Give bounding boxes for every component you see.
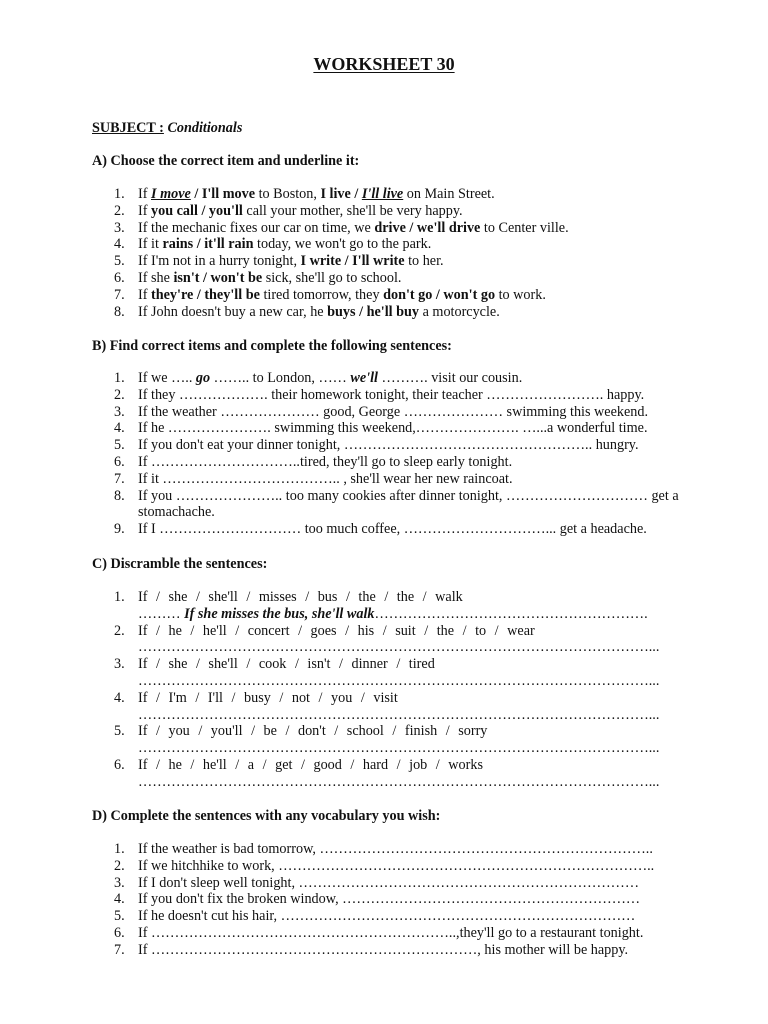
scrambled-words: If / he / he'll / a / get / good / hard / job / works xyxy=(138,756,483,773)
section-b-heading: B) Find correct items and complete the following sentences: xyxy=(92,338,452,354)
list-item: 4. If it rains / it'll rain today, we won't go to the park. xyxy=(114,236,432,253)
answer-line: ………………………………………………………………………………………………... xyxy=(138,639,660,656)
section-c-heading: C) Discramble the sentences: xyxy=(92,556,268,572)
list-item: 5. If he doesn't cut his hair, ………………………………………………………………… xyxy=(114,908,636,925)
answer-line: ………………………………………………………………………………………………... xyxy=(138,672,660,689)
list-item: 1. If / she / she'll / misses / bus / the / the / walk ……… If she misses the bus, she'll walk…………………………………………………. xyxy=(114,589,648,622)
worksheet-title: WORKSHEET 30 xyxy=(313,54,455,74)
section-c-list xyxy=(114,589,704,791)
section-d-list xyxy=(114,841,704,959)
list-item: 6. If / he / he'll / a / get / good / hard / job / works ………………………………………………………………………………………………... xyxy=(114,756,660,790)
subject-line xyxy=(92,120,242,137)
list-item: 1. If the weather is bad tomorrow, …………………………………………………………….. xyxy=(114,841,653,857)
example-answer: If she misses the bus, she'll walk xyxy=(184,605,375,622)
list-item: 9. If I ………………………… too much coffee, …………………………... get a headache. xyxy=(114,521,647,538)
section-a-heading: A) Choose the correct item and underline it: xyxy=(92,153,360,169)
list-item: 4. If / I'm / I'll / busy / not / you / visit ………………………………………………………………………………………………... xyxy=(114,689,660,723)
list-item: 4. If he …………………. swimming this weekend,…………………. …...a wonderful time. xyxy=(114,420,648,437)
answer-line: ………………………………………………………………………………………………... xyxy=(138,706,660,723)
list-item: 5. If you don't eat your dinner tonight, …………………………………………….. hungry. xyxy=(114,437,639,454)
list-item: 8. If John doesn't buy a new car, he buys / he'll buy a motorcycle. xyxy=(114,303,500,320)
subject-value: Conditionals xyxy=(167,120,243,136)
list-item: 7. If ……………………………………………………………, his mother will be happy. xyxy=(114,941,629,958)
scrambled-words: If / she / she'll / cook / isn't / dinner / tired xyxy=(138,656,435,673)
list-item: 6. If she isn't / won't be sick, she'll go to school. xyxy=(114,269,402,286)
underlined-choice: I'll live xyxy=(361,186,404,202)
example-answer: we'll xyxy=(350,370,378,386)
answer-line: ………………………………………………………………………………………………... xyxy=(138,773,660,790)
example-answer: go xyxy=(195,370,211,386)
list-item: 1. If I move / I'll move to Boston, I live / I'll live on Main Street. xyxy=(114,186,495,202)
list-item: 5. If I'm not in a hurry tonight, I write / I'll write to her. xyxy=(114,253,444,270)
scrambled-words: If / I'm / I'll / busy / not / you / visit xyxy=(138,689,398,706)
list-item: 7. If it ……………………………….. , she'll wear her new raincoat. xyxy=(114,470,513,487)
list-item: 8. If you ………………….. too many cookies after dinner tonight, ………………………… get a stomachache. xyxy=(114,487,679,521)
scrambled-words: If / he / he'll / concert / goes / his / suit / the / to / wear xyxy=(138,622,535,639)
list-item: 2. If they ………………. their homework tonight, their teacher ……………………. happy. xyxy=(114,386,645,403)
list-item: 2. If you call / you'll call your mother, she'll be very happy. xyxy=(114,202,463,219)
section-b-list xyxy=(114,370,704,538)
list-item: 3. If / she / she'll / cook / isn't / dinner / tired ………………………………………………………………………………………………... xyxy=(114,656,660,689)
subject-label: SUBJECT : xyxy=(92,120,164,136)
list-item: 7. If they're / they'll be tired tomorrow, they don't go / won't go to work. xyxy=(114,286,546,303)
list-item: 3. If I don't sleep well tonight, ……………………………………………………………… xyxy=(114,874,640,891)
list-item: 6. If ………………………………………………………..,they'll go to a restaurant tonight. xyxy=(114,924,644,941)
section-a-list xyxy=(114,186,704,320)
scrambled-words: If / you / you'll / be / don't / school / finish / sorry xyxy=(138,723,488,740)
list-item: 1. If we ….. go …….. to London, …… we'll ………. visit our cousin. xyxy=(114,370,523,386)
scrambled-words: If / she / she'll / misses / bus / the / the / walk xyxy=(138,589,463,605)
list-item: 3. If the mechanic fixes our car on time, we drive / we'll drive to Center ville. xyxy=(114,219,569,236)
list-item: 2. If we hitchhike to work, …………………………………………………………………….. xyxy=(114,857,655,874)
underlined-choice: I move xyxy=(151,186,191,202)
list-item: 5. If / you / you'll / be / don't / school / finish / sorry ………………………………………………………………………………………………... xyxy=(114,723,660,757)
list-item: 2. If / he / he'll / concert / goes / his / suit / the / to / wear ………………………………………………………………………………………………... xyxy=(114,622,660,656)
list-item: 6. If …………………………..tired, they'll go to sleep early tonight. xyxy=(114,453,513,470)
section-d-heading: D) Complete the sentences with any vocabulary you wish: xyxy=(92,808,441,824)
list-item: 3. If the weather ………………… good, George ………………… swimming this weekend. xyxy=(114,403,649,420)
answer-line: ………………………………………………………………………………………………... xyxy=(138,740,660,757)
list-item: 4. If you don't fix the broken window, ……………………………………………………… xyxy=(114,891,641,908)
